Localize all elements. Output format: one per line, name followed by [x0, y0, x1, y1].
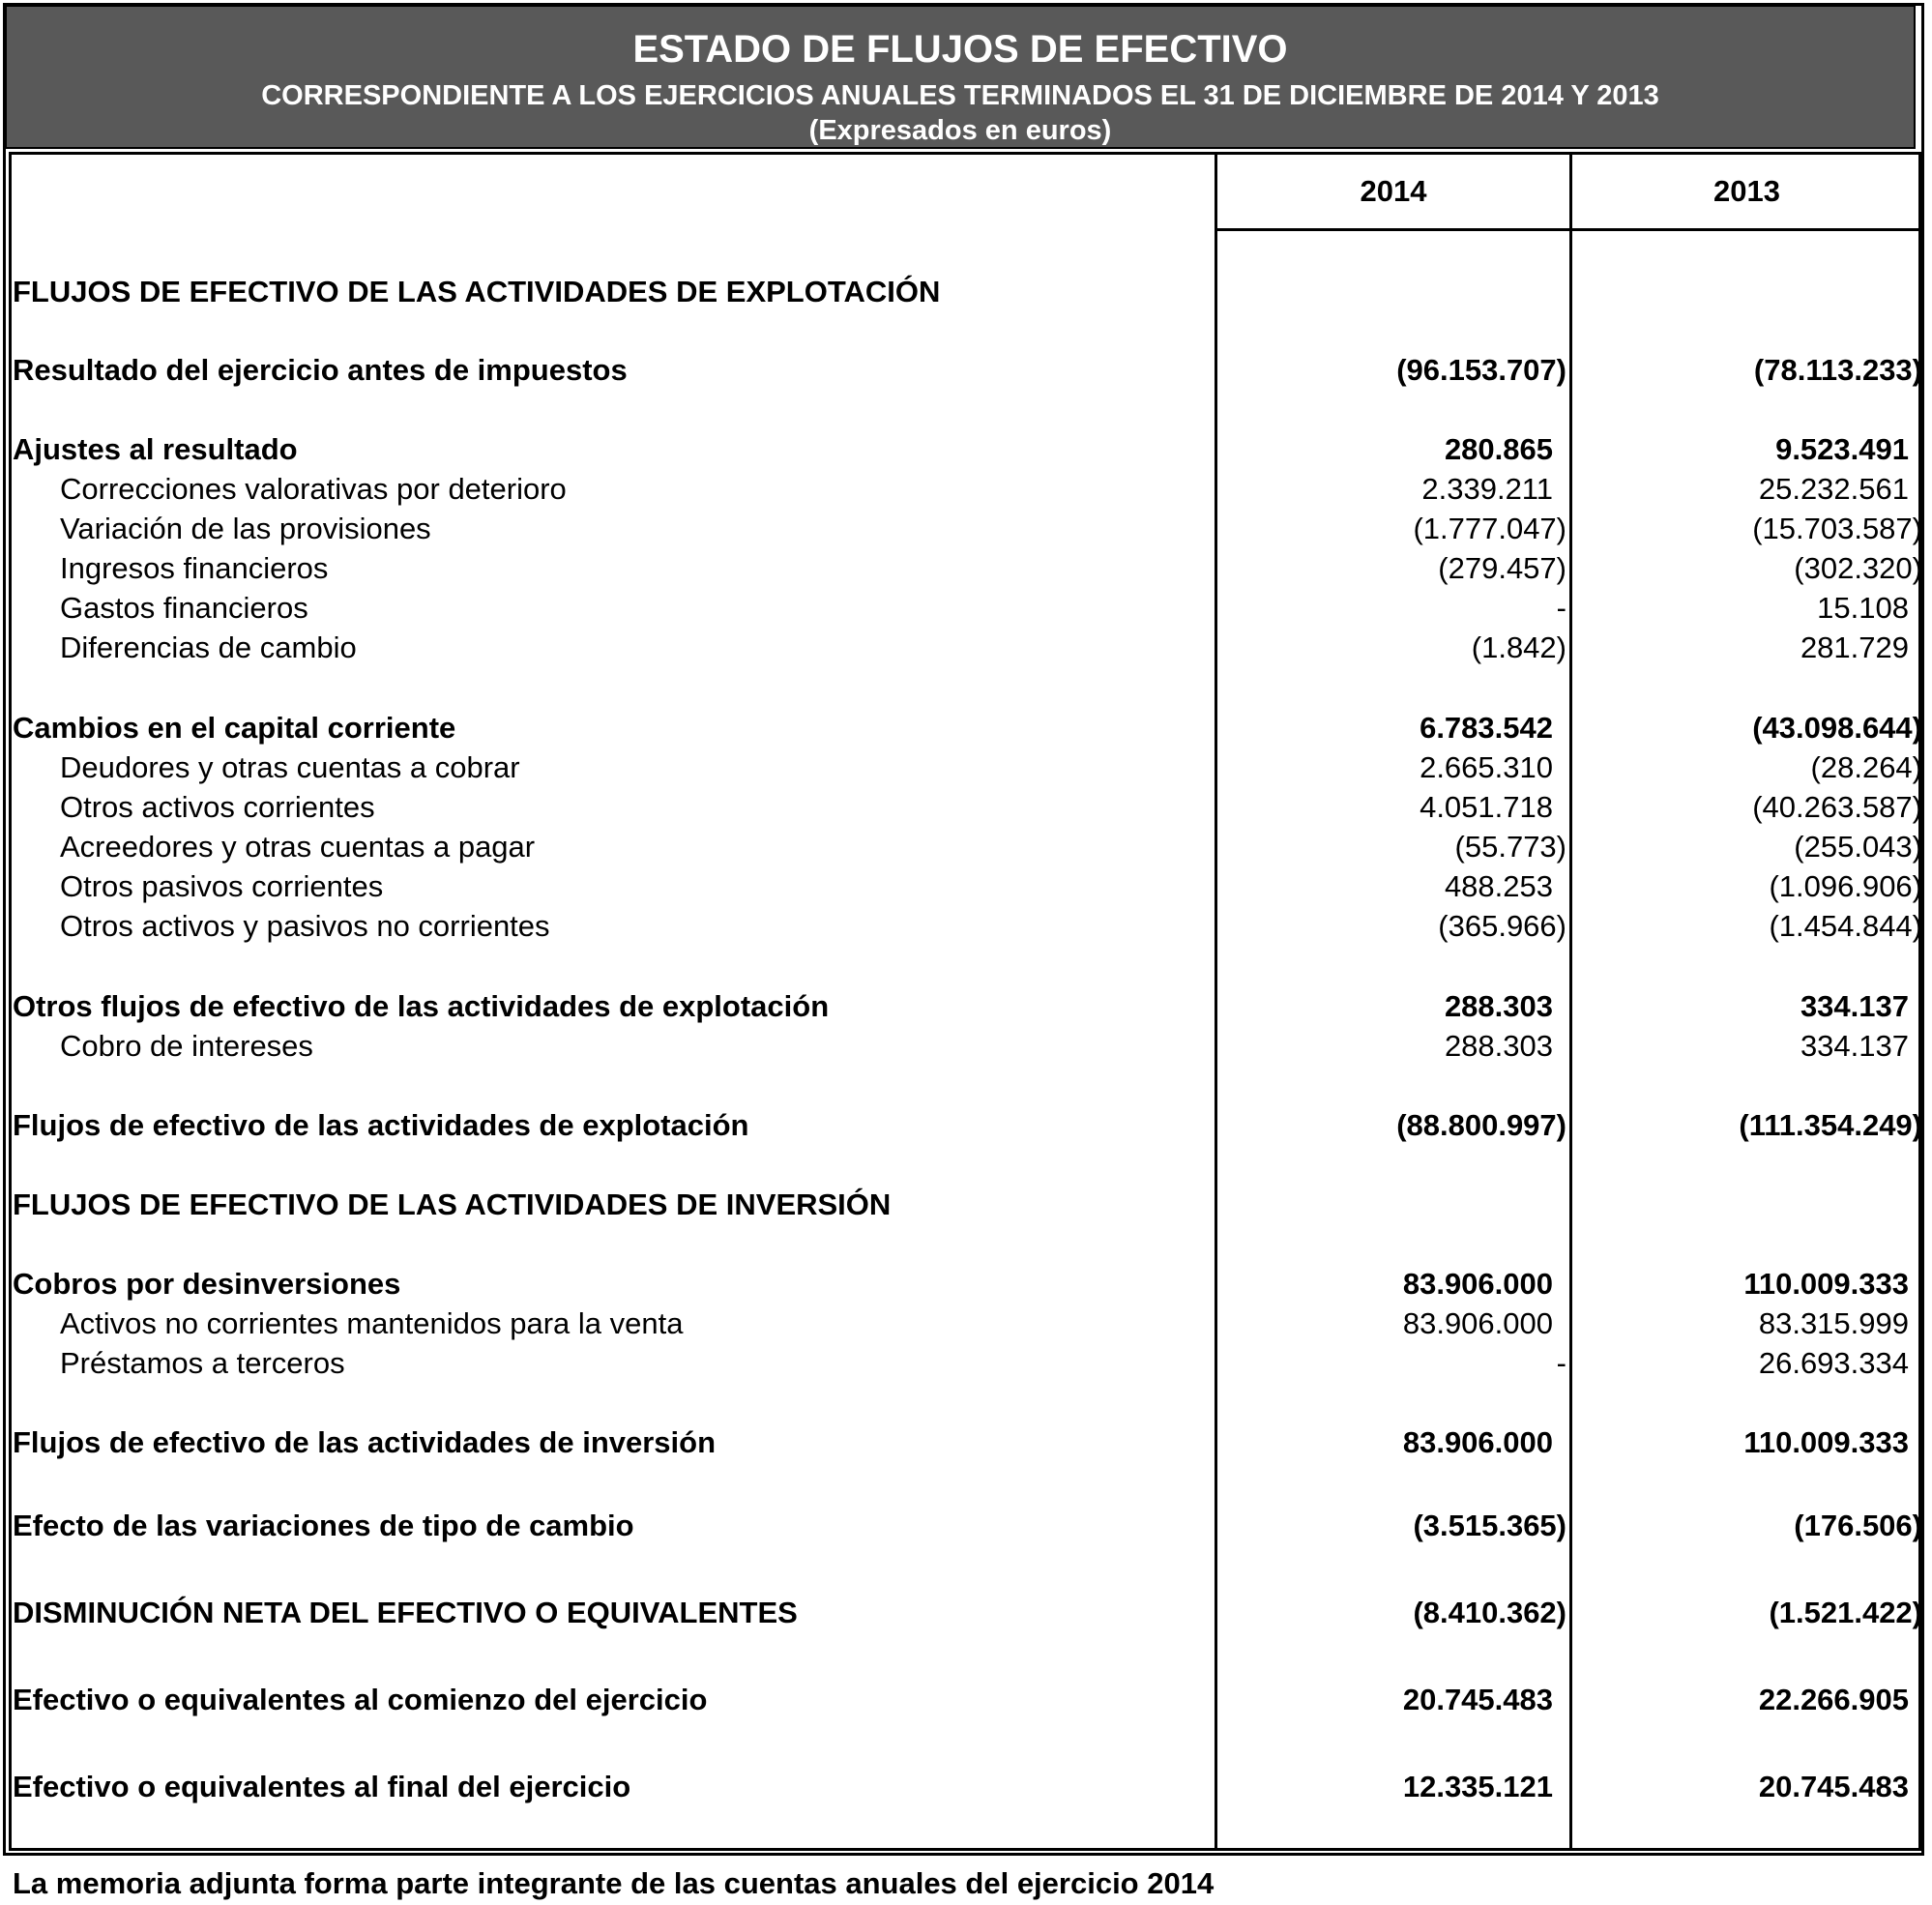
row-label: Cambios en el capital corriente: [13, 711, 456, 745]
row-label: Gastos financieros: [60, 591, 308, 625]
row-label: Ajustes al resultado: [13, 432, 298, 466]
value-2013: (28.264): [1810, 750, 1922, 784]
table-row: [0, 1106, 1932, 1145]
value-2013: 334.137: [1800, 989, 1909, 1023]
value-2014: 12.335.121: [1402, 1770, 1553, 1803]
value-2014: 83.906.000: [1402, 1267, 1553, 1301]
table-row: [0, 709, 1932, 747]
table-row: [0, 987, 1932, 1026]
row-label: Cobros por desinversiones: [13, 1267, 401, 1301]
value-2013: 15.108: [1817, 591, 1909, 625]
value-2013: 334.137: [1800, 1029, 1909, 1063]
value-2013: (176.506): [1794, 1509, 1922, 1542]
row-label: Ingresos financieros: [60, 551, 329, 585]
value-2013: (43.098.644): [1752, 711, 1922, 745]
row-label: Correcciones valorativas por deterioro: [60, 472, 567, 506]
table-row: [0, 629, 1932, 667]
value-2014: (8.410.362): [1413, 1596, 1566, 1629]
value-2013: (15.703.587): [1752, 512, 1922, 545]
table-row: [0, 828, 1932, 866]
row-label: Otros flujos de efectivo de las actividades de explotación: [13, 989, 830, 1023]
table-row: [0, 1507, 1932, 1545]
value-2014: 288.303: [1444, 1029, 1553, 1063]
footer-note: La memoria adjunta forma parte integrante de las cuentas anuales del ejercicio 2014: [13, 1866, 1215, 1900]
table-row: [0, 1186, 1932, 1224]
table-row: [0, 867, 1932, 906]
value-2014: -: [1556, 591, 1566, 625]
value-2013: 20.745.483: [1758, 1770, 1909, 1803]
value-2014: (3.515.365): [1413, 1509, 1566, 1542]
statement-subtitle: CORRESPONDIENTE A LOS EJERCICIOS ANUALES TERMINADOS EL 31 DE DICIEMBRE DE 2014 Y 2013: [261, 80, 1659, 111]
value-2014: 288.303: [1444, 989, 1553, 1023]
table-row: [0, 788, 1932, 827]
value-2014: (55.773): [1454, 830, 1566, 864]
row-label: Préstamos a terceros: [60, 1346, 345, 1380]
statement-header: [5, 5, 1916, 149]
row-label: Otros activos corrientes: [60, 790, 375, 824]
value-2014: (96.153.707): [1396, 353, 1566, 387]
row-label: Flujos de efectivo de las actividades de explotación: [13, 1108, 749, 1142]
value-2014: 6.783.542: [1420, 711, 1553, 745]
row-label: Otros activos y pasivos no corrientes: [60, 909, 550, 943]
row-label: FLUJOS DE EFECTIVO DE LAS ACTIVIDADES DE EXPLOTACIÓN: [13, 275, 941, 308]
value-2013: (1.096.906): [1769, 869, 1922, 903]
row-label: FLUJOS DE EFECTIVO DE LAS ACTIVIDADES DE INVERSIÓN: [13, 1187, 892, 1221]
value-2013: (1.454.844): [1769, 909, 1922, 943]
value-2014: (279.457): [1438, 551, 1566, 585]
table-row: [0, 470, 1932, 509]
value-2013: 22.266.905: [1758, 1683, 1909, 1716]
row-label: Efecto de las variaciones de tipo de cambio: [13, 1509, 634, 1542]
table-row: [0, 1344, 1932, 1383]
value-2013: (302.320): [1794, 551, 1922, 585]
value-2013: (40.263.587): [1752, 790, 1922, 824]
table-row: [0, 549, 1932, 588]
table-row: [0, 273, 1932, 311]
value-2014: 488.253: [1444, 869, 1553, 903]
row-label: Resultado del ejercicio antes de impuestos: [13, 353, 628, 387]
value-2014: 83.906.000: [1402, 1425, 1553, 1459]
row-label: Variación de las provisiones: [60, 512, 431, 545]
table-row: [0, 1027, 1932, 1066]
value-2013: (255.043): [1794, 830, 1922, 864]
table-row: [0, 1265, 1932, 1304]
value-2014: 83.906.000: [1402, 1306, 1553, 1340]
value-2013: (1.521.422): [1769, 1596, 1922, 1629]
row-label: Deudores y otras cuentas a cobrar: [60, 750, 520, 784]
row-label: Acreedores y otras cuentas a pagar: [60, 830, 536, 864]
row-label: Cobro de intereses: [60, 1029, 313, 1063]
value-2014: 4.051.718: [1420, 790, 1553, 824]
statement-title: ESTADO DE FLUJOS DE EFECTIVO: [632, 28, 1288, 71]
row-label: Otros pasivos corrientes: [60, 869, 384, 903]
value-2013: 110.009.333: [1743, 1267, 1909, 1301]
table-row: [0, 1681, 1932, 1719]
value-2014: (1.842): [1471, 630, 1566, 664]
table-row: [0, 510, 1932, 548]
table-row: [0, 351, 1932, 390]
value-2013: 83.315.999: [1758, 1306, 1909, 1340]
row-label: DISMINUCIÓN NETA DEL EFECTIVO O EQUIVALENTES: [13, 1596, 798, 1629]
value-2014: -: [1556, 1346, 1566, 1380]
table-row: [0, 1304, 1932, 1343]
header-underline: [1215, 228, 1921, 231]
column-header-2014: 2014: [1360, 174, 1427, 208]
row-label: Efectivo o equivalentes al comienzo del ejercicio: [13, 1683, 708, 1716]
statement-units: (Expresados en euros): [808, 115, 1112, 146]
value-2014: 280.865: [1444, 432, 1553, 466]
value-2013: 25.232.561: [1758, 472, 1909, 506]
table-row: [0, 748, 1932, 787]
table-row: [0, 907, 1932, 946]
value-2013: (78.113.233): [1753, 353, 1922, 387]
value-2013: 110.009.333: [1743, 1425, 1909, 1459]
row-label: Flujos de efectivo de las actividades de inversión: [13, 1425, 717, 1459]
value-2014: 2.665.310: [1420, 750, 1553, 784]
row-label: Efectivo o equivalentes al final del ejercicio: [13, 1770, 631, 1803]
value-2013: 26.693.334: [1758, 1346, 1909, 1380]
table-row: [0, 589, 1932, 628]
table-row: [0, 430, 1932, 469]
value-2013: 9.523.491: [1775, 432, 1909, 466]
table-row: [0, 1423, 1932, 1462]
value-2014: (88.800.997): [1396, 1108, 1566, 1142]
value-2014: (1.777.047): [1413, 512, 1566, 545]
column-header-2013: 2013: [1713, 174, 1780, 208]
value-2013: (111.354.249): [1739, 1108, 1922, 1142]
value-2014: 2.339.211: [1421, 472, 1553, 506]
value-2013: 281.729: [1800, 630, 1909, 664]
row-label: Activos no corrientes mantenidos para la venta: [60, 1306, 684, 1340]
value-2014: 20.745.483: [1402, 1683, 1553, 1716]
row-label: Diferencias de cambio: [60, 630, 357, 664]
table-row: [0, 1768, 1932, 1806]
table-row: [0, 1594, 1932, 1632]
value-2014: (365.966): [1438, 909, 1566, 943]
